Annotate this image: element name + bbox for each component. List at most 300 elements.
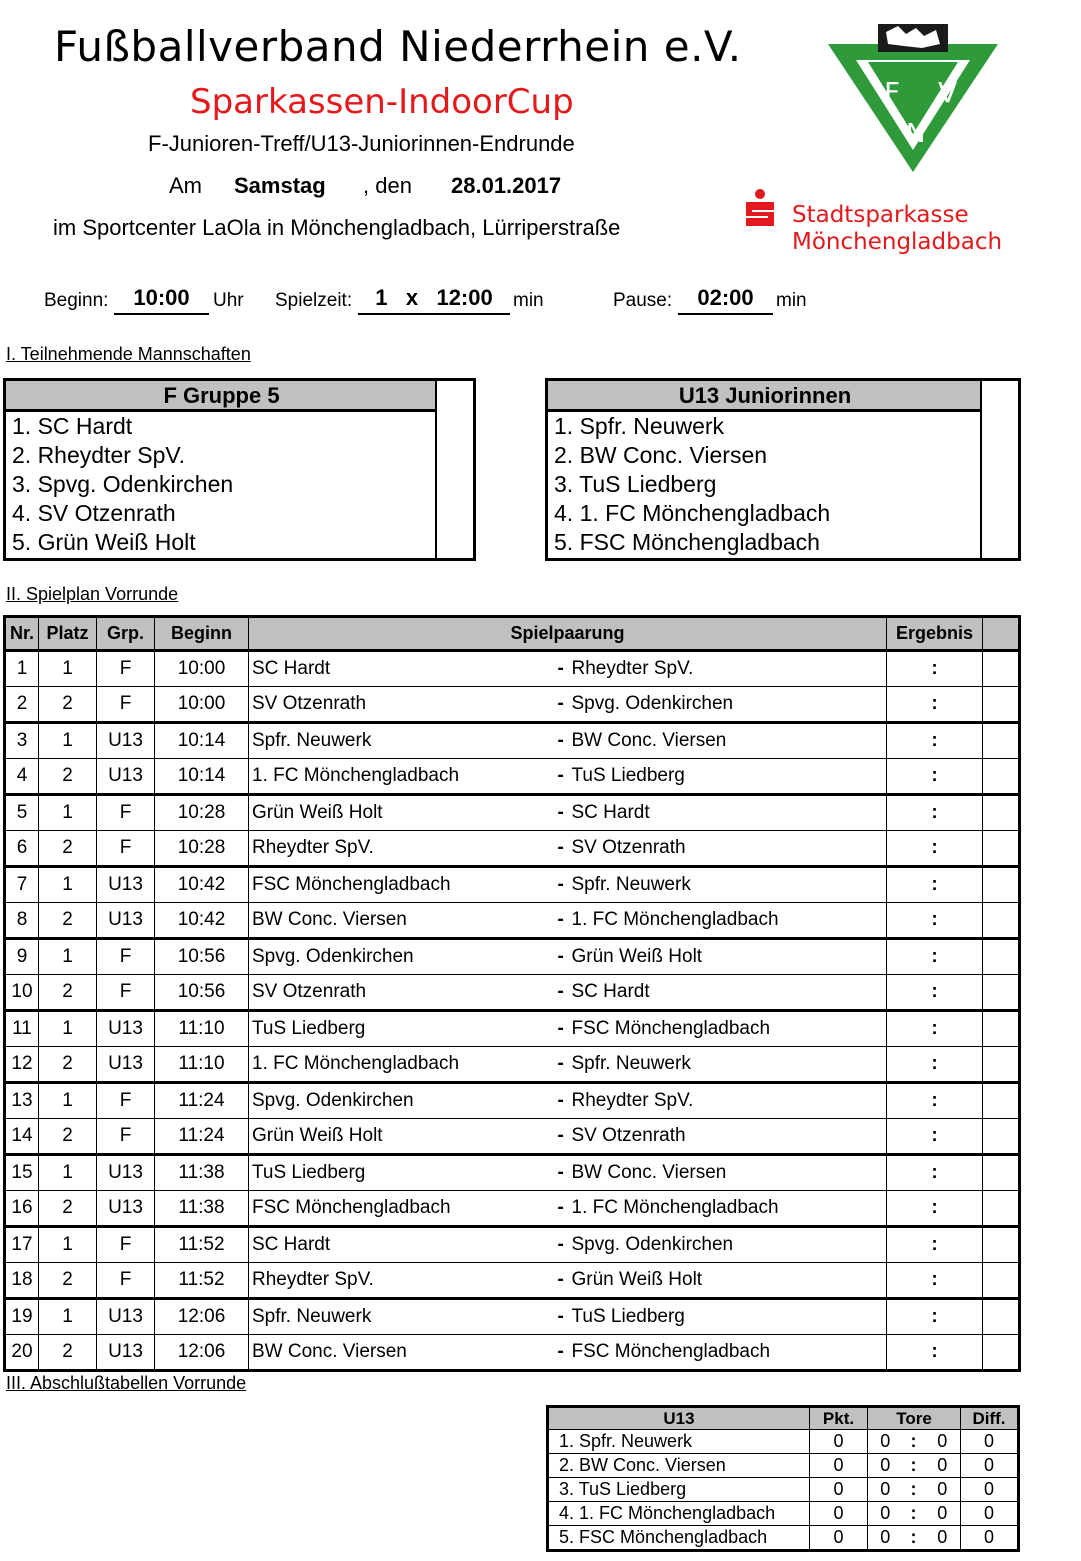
match-group: F [97,1083,155,1119]
match-group: F [97,795,155,831]
match-extra [983,1191,1020,1227]
group-f-team: 2. Rheydter SpV. [12,442,186,468]
match-extra [983,795,1020,831]
standings-team: 1. Spfr. Neuwerk [548,1430,810,1454]
standings-goals-colon: : [903,1478,925,1502]
spielzeit-duration: 12:00 [436,285,493,310]
standings-team: 5. FSC Mönchengladbach [548,1526,810,1551]
schedule-row [5,1119,1020,1155]
match-platz: 1 [39,651,97,687]
fvn-logo [826,22,1000,174]
match-result[interactable]: : [887,867,983,903]
match-away-cell [555,1011,887,1047]
match-home: SV Otzenrath [249,687,555,723]
col-blank [983,617,1020,651]
den-label: , den [363,173,412,198]
group-f-team: 3. Spvg. Odenkirchen [12,471,234,497]
match-group: F [97,939,155,975]
match-nr: 1 [5,651,39,687]
standings-points: 0 [810,1502,868,1526]
match-dash: - [557,1341,564,1362]
schedule-row [5,1227,1020,1263]
schedule-row [5,651,1020,687]
venue: im Sportcenter LaOla in Mönchengladbach, Lürriperstraße [53,215,621,240]
match-away-cell [555,831,887,867]
schedule-row [5,831,1020,867]
match-nr: 12 [5,1047,39,1083]
match-nr: 20 [5,1335,39,1371]
match-platz: 1 [39,939,97,975]
group-u13-team: 2. BW Conc. Viersen [554,442,768,468]
match-away: Rheydter SpV. [571,658,694,679]
schedule-row [5,1011,1020,1047]
match-group: U13 [97,1011,155,1047]
match-platz: 2 [39,687,97,723]
match-result[interactable]: : [887,1227,983,1263]
match-nr: 15 [5,1155,39,1191]
final-header-row [548,1407,1019,1430]
match-platz: 1 [39,1155,97,1191]
match-result[interactable]: : [887,723,983,759]
match-home: 1. FC Mönchengladbach [249,759,555,795]
match-time: 10:14 [155,723,249,759]
col-grp: Grp. [97,617,155,651]
match-away: Rheydter SpV. [571,1090,694,1111]
match-extra [983,1011,1020,1047]
match-nr: 14 [5,1119,39,1155]
match-nr: 7 [5,867,39,903]
match-dash: - [557,946,564,967]
match-extra [983,1155,1020,1191]
group-f-side-column [435,381,473,558]
match-group: U13 [97,723,155,759]
standings-goals-colon: : [903,1454,925,1478]
match-platz: 1 [39,1011,97,1047]
final-body [548,1430,1019,1551]
match-away-cell [555,723,887,759]
section-schedule-heading: II. Spielplan Vorrunde [6,584,179,604]
match-platz: 2 [39,1335,97,1371]
match-group: F [97,1263,155,1299]
group-u13-team: 3. TuS Liedberg [554,471,717,497]
match-platz: 1 [39,1227,97,1263]
standings-diff: 0 [961,1526,1019,1551]
match-away-cell [555,687,887,723]
group-u13-team: 4. 1. FC Mönchengladbach [554,500,831,526]
match-home: SC Hardt [249,651,555,687]
match-dash: - [557,874,564,895]
col-ergebnis: Ergebnis [887,617,983,651]
match-platz: 1 [39,1299,97,1335]
match-platz: 2 [39,903,97,939]
match-nr: 9 [5,939,39,975]
match-time: 10:56 [155,975,249,1011]
sparkasse-line2: Mönchengladbach [792,229,1003,255]
match-dash: - [557,909,564,930]
spielzeit-value [358,285,510,315]
standings-points: 0 [810,1430,868,1454]
match-nr: 2 [5,687,39,723]
match-dash: - [557,1197,564,1218]
col-nr: Nr. [5,617,39,651]
match-dash: - [557,658,564,679]
match-away: FSC Mönchengladbach [571,1341,771,1362]
section-tables-heading: III. Abschlußtabellen Vorrunde [6,1373,247,1393]
match-time: 11:52 [155,1227,249,1263]
standings-diff: 0 [961,1454,1019,1478]
schedule-row [5,867,1020,903]
group-u13-team: 5. FSC Mönchengladbach [554,529,820,555]
match-dash: - [557,1306,564,1327]
match-result[interactable]: : [887,651,983,687]
match-time: 11:24 [155,1083,249,1119]
match-away-cell [555,651,887,687]
match-group: F [97,1227,155,1263]
match-away: Grün Weiß Holt [571,946,703,967]
standings-diff: 0 [961,1502,1019,1526]
match-result[interactable]: : [887,795,983,831]
final-table-u13 [546,1405,1020,1552]
match-away: BW Conc. Viersen [571,1162,727,1183]
match-time: 12:06 [155,1335,249,1371]
match-extra [983,1227,1020,1263]
standings-points: 0 [810,1454,868,1478]
match-nr: 11 [5,1011,39,1047]
match-nr: 6 [5,831,39,867]
match-home: SV Otzenrath [249,975,555,1011]
sparkasse-name [792,202,1002,256]
match-extra [983,903,1020,939]
match-extra [983,1047,1020,1083]
sparkasse-s-icon [742,188,778,230]
match-away-cell [555,939,887,975]
match-result[interactable]: : [887,1119,983,1155]
sparkasse-logo [742,188,1012,260]
match-away-cell [555,1083,887,1119]
match-group: U13 [97,1191,155,1227]
match-away-cell [555,1227,887,1263]
match-result[interactable]: : [887,903,983,939]
match-away-cell [555,1299,887,1335]
schedule-row [5,1191,1020,1227]
match-home: Rheydter SpV. [249,831,555,867]
standings-points: 0 [810,1478,868,1502]
match-home: BW Conc. Viersen [249,903,555,939]
group-f-team: 5. Grün Weiß Holt [12,529,196,555]
match-dash: - [557,1234,564,1255]
standings-goals-for: 0 [868,1478,903,1502]
standings-goals-against: 0 [925,1526,961,1551]
match-home: BW Conc. Viersen [249,1335,555,1371]
standings-goals-for: 0 [868,1430,903,1454]
schedule-body [5,651,1020,1371]
match-nr: 10 [5,975,39,1011]
match-dash: - [557,1018,564,1039]
match-away-cell [555,1335,887,1371]
match-home: Grün Weiß Holt [249,1119,555,1155]
match-away: SV Otzenrath [571,1125,686,1146]
match-away-cell [555,1155,887,1191]
match-nr: 18 [5,1263,39,1299]
cup-name: Sparkassen-IndoorCup [190,82,574,122]
pause-label: Pause: [613,290,673,311]
match-home: 1. FC Mönchengladbach [249,1047,555,1083]
am-label: Am [169,173,202,198]
match-home: Spvg. Odenkirchen [249,1083,555,1119]
match-away-cell [555,1119,887,1155]
match-home: FSC Mönchengladbach [249,867,555,903]
match-result[interactable]: : [887,1011,983,1047]
fvn-letter-n: N [906,119,926,149]
standings-team: 2. BW Conc. Viersen [548,1454,810,1478]
match-platz: 2 [39,759,97,795]
match-time: 11:24 [155,1119,249,1155]
match-away: SV Otzenrath [571,837,686,858]
match-away: Grün Weiß Holt [571,1269,703,1290]
standings-goals-against: 0 [925,1502,961,1526]
spielzeit-x: x [405,285,419,310]
match-away: Spvg. Odenkirchen [571,1234,734,1255]
match-result[interactable]: : [887,687,983,723]
match-dash: - [557,1269,564,1290]
match-result[interactable]: : [887,1083,983,1119]
match-dash: - [557,1162,564,1183]
match-platz: 2 [39,1047,97,1083]
standings-goals-against: 0 [925,1430,961,1454]
day: Samstag [234,173,326,198]
col-platz: Platz [39,617,97,651]
match-result[interactable]: : [887,831,983,867]
match-dash: - [557,802,564,823]
match-nr: 16 [5,1191,39,1227]
match-extra [983,651,1020,687]
fvn-letter-v: V [938,76,958,109]
match-extra [983,1083,1020,1119]
match-away: 1. FC Mönchengladbach [571,1197,779,1218]
match-extra [983,1299,1020,1335]
match-time: 10:28 [155,831,249,867]
standings-goals-colon: : [903,1430,925,1454]
final-col-diff: Diff. [961,1407,1019,1430]
schedule-row [5,1299,1020,1335]
match-platz: 1 [39,867,97,903]
event-name: F-Junioren-Treff/U13-Juniorinnen-Endrunde [148,131,575,156]
match-dash: - [557,837,564,858]
match-time: 12:06 [155,1299,249,1335]
match-result[interactable]: : [887,1047,983,1083]
match-away: Spvg. Odenkirchen [571,693,734,714]
match-dash: - [557,1125,564,1146]
match-away: FSC Mönchengladbach [571,1018,771,1039]
standings-points: 0 [810,1526,868,1551]
standings-diff: 0 [961,1430,1019,1454]
section-teams-heading: I. Teilnehmende Mannschaften [6,344,251,364]
match-home: Spfr. Neuwerk [249,723,555,759]
standings-diff: 0 [961,1478,1019,1502]
pause-min-label: min [776,290,807,311]
standings-goals-against: 0 [925,1454,961,1478]
schedule-row [5,939,1020,975]
schedule-table [3,615,1021,1372]
match-group: F [97,651,155,687]
schedule-row [5,1047,1020,1083]
match-time: 11:52 [155,1263,249,1299]
min-label: min [513,290,544,311]
match-result[interactable]: : [887,1155,983,1191]
match-group: U13 [97,759,155,795]
match-group: U13 [97,1299,155,1335]
match-nr: 19 [5,1299,39,1335]
match-result[interactable]: : [887,759,983,795]
match-home: TuS Liedberg [249,1011,555,1047]
schedule-row [5,795,1020,831]
standings-goals-for: 0 [868,1454,903,1478]
match-home: Grün Weiß Holt [249,795,555,831]
group-u13-team: 1. Spfr. Neuwerk [554,413,725,439]
uhr-label: Uhr [213,290,244,311]
standings-row [548,1478,1019,1502]
match-platz: 2 [39,831,97,867]
schedule-row [5,903,1020,939]
match-dash: - [557,693,564,714]
match-away-cell [555,1263,887,1299]
match-group: F [97,975,155,1011]
final-col-pkt: Pkt. [810,1407,868,1430]
col-spielpaarung: Spielpaarung [249,617,887,651]
match-dash: - [557,981,564,1002]
match-extra [983,975,1020,1011]
spielzeit-count: 1 [375,285,388,310]
match-time: 10:14 [155,759,249,795]
match-dash: - [557,1053,564,1074]
schedule-row [5,723,1020,759]
match-nr: 3 [5,723,39,759]
match-home: FSC Mönchengladbach [249,1191,555,1227]
group-f-team-list [6,412,437,557]
match-time: 11:10 [155,1047,249,1083]
match-away: Spfr. Neuwerk [571,1053,691,1074]
match-platz: 1 [39,795,97,831]
match-nr: 13 [5,1083,39,1119]
match-away: BW Conc. Viersen [571,730,727,751]
match-time: 10:00 [155,651,249,687]
match-result[interactable]: : [887,1299,983,1335]
match-result[interactable]: : [887,975,983,1011]
beginn-value: 10:00 [114,285,209,315]
match-home: TuS Liedberg [249,1155,555,1191]
match-group: F [97,687,155,723]
match-away-cell [555,759,887,795]
pause-value: 02:00 [678,285,773,315]
standings-row [548,1502,1019,1526]
final-col-team: U13 [548,1407,810,1430]
match-extra [983,759,1020,795]
standings-goals-against: 0 [925,1478,961,1502]
standings-goals-colon: : [903,1526,925,1551]
match-group: U13 [97,903,155,939]
match-time: 10:56 [155,939,249,975]
match-group: F [97,831,155,867]
match-nr: 5 [5,795,39,831]
match-dash: - [557,730,564,751]
schedule-row [5,975,1020,1011]
sparkasse-line1: Stadtsparkasse [792,202,969,228]
match-extra [983,831,1020,867]
match-away-cell [555,1191,887,1227]
match-dash: - [557,1090,564,1111]
standings-row [548,1430,1019,1454]
match-group: U13 [97,1335,155,1371]
match-group: U13 [97,1047,155,1083]
match-away-cell [555,867,887,903]
standings-goals-colon: : [903,1502,925,1526]
group-f-team: 1. SC Hardt [12,413,133,439]
schedule-header-row [5,617,1020,651]
fvn-letter-f: F [884,76,901,109]
match-nr: 8 [5,903,39,939]
date: 28.01.2017 [451,173,562,198]
match-nr: 4 [5,759,39,795]
standings-team: 3. TuS Liedberg [548,1478,810,1502]
schedule-row [5,1155,1020,1191]
match-away: SC Hardt [571,802,650,823]
match-home: Rheydter SpV. [249,1263,555,1299]
final-col-tore: Tore [868,1407,961,1430]
schedule-row [5,687,1020,723]
group-f-box [3,378,476,561]
match-result[interactable]: : [887,1191,983,1227]
spielzeit-label: Spielzeit: [275,290,353,311]
match-result[interactable]: : [887,1263,983,1299]
match-time: 11:10 [155,1011,249,1047]
schedule-row [5,759,1020,795]
match-extra [983,723,1020,759]
group-u13-box [545,378,1021,561]
match-away: TuS Liedberg [571,765,685,786]
match-away-cell [555,795,887,831]
match-away-cell [555,903,887,939]
match-dash: - [557,765,564,786]
match-result[interactable]: : [887,939,983,975]
match-extra [983,1119,1020,1155]
match-home: Spfr. Neuwerk [249,1299,555,1335]
schedule-row [5,1263,1020,1299]
match-extra [983,1263,1020,1299]
standings-goals-for: 0 [868,1526,903,1551]
match-time: 10:42 [155,867,249,903]
standings-goals-for: 0 [868,1502,903,1526]
match-away: 1. FC Mönchengladbach [571,909,779,930]
match-away: TuS Liedberg [571,1306,685,1327]
match-time: 10:00 [155,687,249,723]
group-f-title: F Gruppe 5 [6,381,437,412]
group-u13-side-column [980,381,1018,558]
match-result[interactable]: : [887,1335,983,1371]
col-beginn: Beginn [155,617,249,651]
match-group: U13 [97,867,155,903]
standings-row [548,1526,1019,1551]
group-u13-title: U13 Juniorinnen [548,381,982,412]
match-away-cell [555,975,887,1011]
match-extra [983,687,1020,723]
group-u13-team-list [548,412,982,557]
beginn-label: Beginn: [44,290,109,311]
match-group: F [97,1119,155,1155]
match-away-cell [555,1047,887,1083]
match-extra [983,1335,1020,1371]
group-f-team: 4. SV Otzenrath [12,500,176,526]
page-title: Fußballverband Niederrhein e.V. [54,22,742,71]
